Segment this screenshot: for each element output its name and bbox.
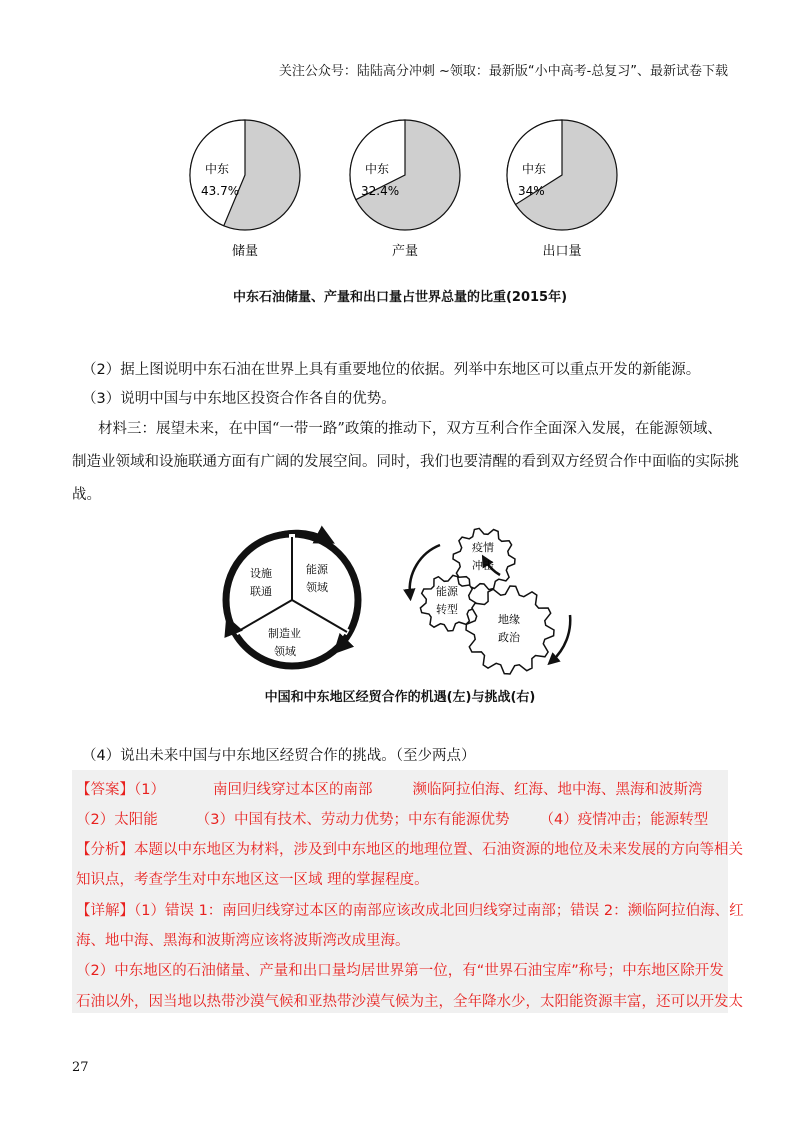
label-geopolitics-1: 地缘 — [498, 613, 520, 626]
pie-0-category-label: 储量 — [231, 244, 259, 259]
question-3: （3）说明中国与中东地区投资合作各自的优势。 — [82, 391, 396, 407]
detail-line-2: 海、地中海、黑海和波斯湾应该将波斯湾改成里海。 — [76, 933, 410, 949]
material3-line1: 材料三：展望未来，在中国“一带一路”政策的推动下，双方互利合作全面深入发展，在能源领域、 — [98, 421, 722, 437]
answer-line-1 — [76, 778, 702, 799]
pie-2-value-label: 34% — [518, 184, 545, 198]
answer-2: （2）太阳能 — [76, 812, 158, 828]
label-epidemic-2: 冲击 — [472, 559, 494, 572]
question-2: （2）据上图说明中东石油在世界上具有重要地位的依据。列举中东地区可以重点开发的新能源。 — [82, 362, 701, 378]
pie-1-category-label: 产量 — [391, 244, 419, 259]
label-facility-2: 联通 — [250, 585, 272, 598]
pie-charts — [150, 110, 650, 310]
pie-1-value-label: 32.4% — [361, 184, 400, 198]
detail-line-4: 石油以外，因当地以热带沙漠气候和亚热带沙漠气候为主，全年降水少，太阳能资源丰富，还可以开发太 — [76, 994, 743, 1010]
label-manufacturing-2: 领域 — [274, 645, 296, 658]
page-header: 关注公众号：陆陆高分冲刺 ~领取：最新版“小中高考-总复习”、最新试卷下载 — [278, 64, 728, 79]
detail-line-3: （2）中东地区的石油储量、产量和出口量均居世界第一位，有“世界石油宝库”称号；中东地区除开发 — [76, 963, 724, 979]
label-energy-1: 能源 — [306, 563, 328, 576]
material3-line3: 战。 — [72, 487, 101, 503]
pie-2-category-label: 出口量 — [542, 244, 582, 259]
pie-1-slice-label: 中东 — [365, 162, 390, 176]
chart-title: 中东石油储量、产量和出口量占世界总量的比重(2015年) — [232, 290, 568, 305]
pie-0-slice-label: 中东 — [205, 162, 230, 176]
diagram-caption: 中国和中东地区经贸合作的机遇(左)与挑战(右) — [264, 690, 536, 705]
label-epidemic-1: 疫情 — [472, 541, 494, 554]
detail-line-1: 【详解】（1）错误 1：南回归线穿过本区的南部应该改成北回归线穿过南部；错误 2：濒临阿拉伯海、红 — [76, 903, 744, 919]
opportunity-wheel — [226, 532, 358, 666]
answer-label: 【答案】（1） — [76, 782, 165, 798]
label-facility-1: 设施 — [250, 567, 272, 580]
pie-2-slice-label: 中东 — [522, 162, 547, 176]
label-geopolitics-2: 政治 — [498, 631, 520, 644]
material3-line2: 制造业领域和设施联通方面有广阔的发展空间。同时，我们也要清醒的看到双方经贸合作中面临的实际挑 — [72, 454, 739, 470]
label-energy-2: 领域 — [306, 581, 328, 594]
pie-0-value-label: 43.7% — [201, 184, 240, 198]
answer-1a: 南回归线穿过本区的南部 — [212, 782, 373, 798]
analysis-line-1: 【分析】本题以中东地区为材料，涉及到中东地区的地理位置、石油资源的地位及未来发展的方向等相关 — [76, 842, 743, 858]
page-number: 27 — [72, 1060, 89, 1075]
analysis-line-2: 知识点，考查学生对中东地区这一区域 理的掌握程度。 — [76, 872, 429, 888]
question-4: （4）说出未来中国与中东地区经贸合作的挑战。（至少两点） — [82, 748, 476, 764]
label-transition-2: 转型 — [436, 603, 458, 616]
label-transition-1: 能源 — [436, 585, 458, 598]
answer-line-2 — [76, 808, 708, 829]
answer-3: （3）中国有技术、劳动力优势；中东有能源优势 — [195, 812, 510, 828]
label-manufacturing-1: 制造业 — [268, 627, 301, 640]
answer-4: （4）疫情冲击；能源转型 — [539, 812, 709, 828]
cooperation-diagram — [200, 515, 600, 685]
gear-geopolitics — [466, 586, 554, 674]
answer-1b: 濒临阿拉伯海、红海、地中海、黑海和波斯湾 — [412, 782, 703, 798]
